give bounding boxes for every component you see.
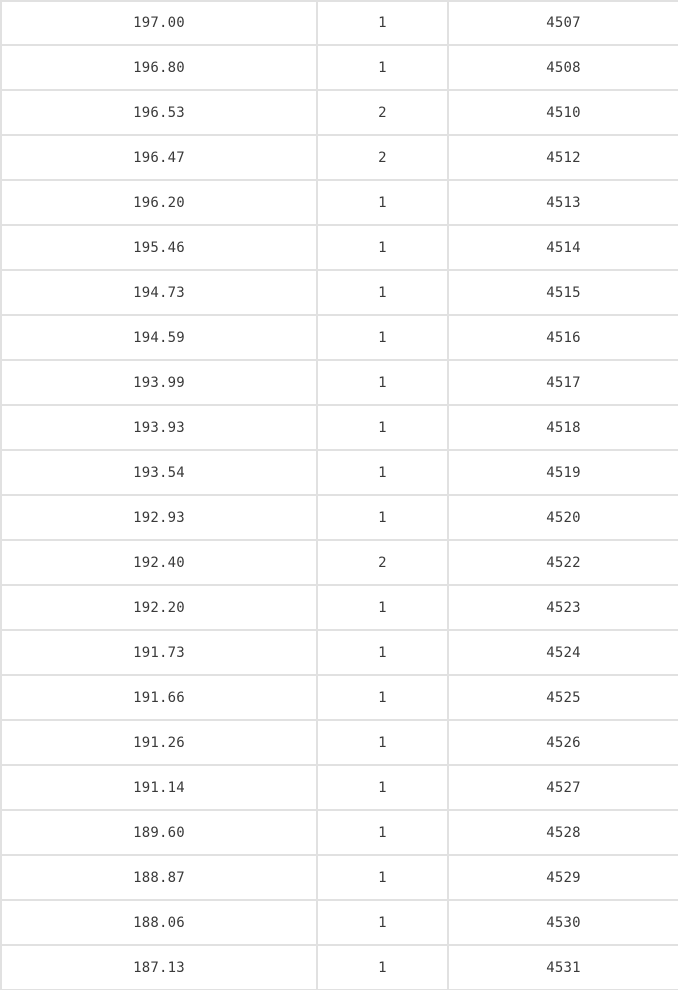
cumulative-rank-cell: 4528 xyxy=(448,810,678,855)
cumulative-rank-cell: 4527 xyxy=(448,765,678,810)
count-cell: 1 xyxy=(317,675,448,720)
table-row xyxy=(1,945,678,990)
count-cell: 1 xyxy=(317,720,448,765)
cumulative-rank-cell: 4510 xyxy=(448,90,678,135)
count-cell: 1 xyxy=(317,855,448,900)
table-row xyxy=(1,90,678,135)
table-row xyxy=(1,180,678,225)
cumulative-rank-cell: 4526 xyxy=(448,720,678,765)
table-row xyxy=(1,405,678,450)
count-cell: 1 xyxy=(317,495,448,540)
table-row xyxy=(1,630,678,675)
cumulative-rank-cell: 4507 xyxy=(448,1,678,45)
table-row xyxy=(1,585,678,630)
count-cell: 2 xyxy=(317,540,448,585)
cumulative-rank-cell: 4516 xyxy=(448,315,678,360)
count-cell: 2 xyxy=(317,90,448,135)
score-cell: 196.20 xyxy=(1,180,317,225)
count-cell: 1 xyxy=(317,180,448,225)
count-cell: 1 xyxy=(317,900,448,945)
score-cell: 194.73 xyxy=(1,270,317,315)
table-row xyxy=(1,45,678,90)
count-cell: 1 xyxy=(317,585,448,630)
count-cell: 1 xyxy=(317,225,448,270)
cumulative-rank-cell: 4514 xyxy=(448,225,678,270)
cumulative-rank-cell: 4522 xyxy=(448,540,678,585)
cumulative-rank-cell: 4512 xyxy=(448,135,678,180)
table-row xyxy=(1,1,678,45)
cumulative-rank-cell: 4520 xyxy=(448,495,678,540)
table-body xyxy=(1,1,678,990)
cumulative-rank-cell: 4518 xyxy=(448,405,678,450)
table-row xyxy=(1,495,678,540)
score-cell: 192.20 xyxy=(1,585,317,630)
score-cell: 191.73 xyxy=(1,630,317,675)
score-cell: 189.60 xyxy=(1,810,317,855)
count-cell: 1 xyxy=(317,450,448,495)
table-row xyxy=(1,855,678,900)
score-cell: 196.53 xyxy=(1,90,317,135)
score-cell: 192.93 xyxy=(1,495,317,540)
cumulative-rank-cell: 4531 xyxy=(448,945,678,990)
score-cell: 196.80 xyxy=(1,45,317,90)
table-row xyxy=(1,900,678,945)
cumulative-rank-cell: 4529 xyxy=(448,855,678,900)
count-cell: 1 xyxy=(317,630,448,675)
table-row xyxy=(1,765,678,810)
cumulative-rank-cell: 4508 xyxy=(448,45,678,90)
score-cell: 187.13 xyxy=(1,945,317,990)
score-cell: 193.93 xyxy=(1,405,317,450)
count-cell: 1 xyxy=(317,1,448,45)
cumulative-rank-cell: 4530 xyxy=(448,900,678,945)
cumulative-rank-cell: 4524 xyxy=(448,630,678,675)
cumulative-rank-cell: 4515 xyxy=(448,270,678,315)
table-row xyxy=(1,225,678,270)
table-row xyxy=(1,315,678,360)
table-row xyxy=(1,450,678,495)
count-cell: 1 xyxy=(317,315,448,360)
score-cell: 194.59 xyxy=(1,315,317,360)
score-cell: 191.14 xyxy=(1,765,317,810)
score-cell: 188.87 xyxy=(1,855,317,900)
score-cell: 193.54 xyxy=(1,450,317,495)
table-row xyxy=(1,675,678,720)
count-cell: 1 xyxy=(317,765,448,810)
table-row xyxy=(1,135,678,180)
cumulative-rank-cell: 4525 xyxy=(448,675,678,720)
cumulative-rank-cell: 4517 xyxy=(448,360,678,405)
count-cell: 1 xyxy=(317,810,448,855)
cumulative-rank-cell: 4523 xyxy=(448,585,678,630)
count-cell: 1 xyxy=(317,45,448,90)
count-cell: 1 xyxy=(317,270,448,315)
score-cell: 192.40 xyxy=(1,540,317,585)
table-row xyxy=(1,270,678,315)
count-cell: 1 xyxy=(317,405,448,450)
score-cell: 197.00 xyxy=(1,1,317,45)
table-row xyxy=(1,720,678,765)
table-row xyxy=(1,360,678,405)
score-cell: 196.47 xyxy=(1,135,317,180)
cumulative-rank-cell: 4513 xyxy=(448,180,678,225)
score-cell: 188.06 xyxy=(1,900,317,945)
score-cell: 191.26 xyxy=(1,720,317,765)
cumulative-rank-cell: 4519 xyxy=(448,450,678,495)
table-row xyxy=(1,540,678,585)
count-cell: 2 xyxy=(317,135,448,180)
table-row xyxy=(1,810,678,855)
count-cell: 1 xyxy=(317,945,448,990)
count-cell: 1 xyxy=(317,360,448,405)
score-cell: 195.46 xyxy=(1,225,317,270)
score-cell: 193.99 xyxy=(1,360,317,405)
score-cell: 191.66 xyxy=(1,675,317,720)
